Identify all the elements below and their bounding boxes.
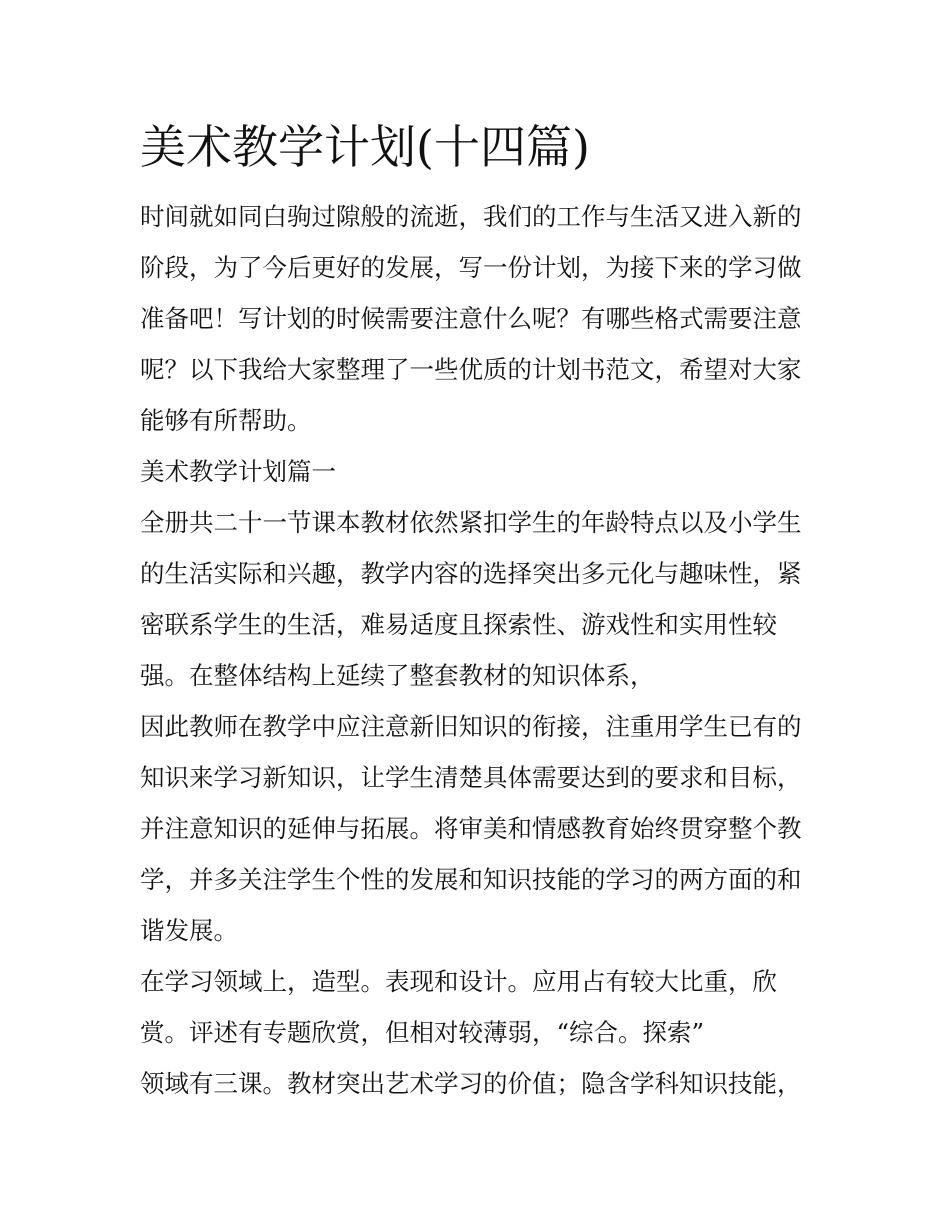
text-line: 的生活实际和兴趣，教学内容的选择突出多元化与趣味性，紧: [140, 559, 802, 588]
text-line: 强。在整体结构上延续了整套教材的知识体系，: [140, 661, 655, 690]
text-line: 能够有所帮助。: [140, 406, 312, 435]
text-line: 赏。评述有专题欣赏，但相对较薄弱，“综合。探索”: [140, 1018, 705, 1047]
text-line: 因此教师在教学中应注意新旧知识的衔接，注重用学生已有的: [140, 712, 802, 741]
text-line: 呢？以下我给大家整理了一些优质的计划书范文，希望对大家: [140, 355, 802, 384]
text-line: 并注意知识的延伸与拓展。将审美和情感教育始终贯穿整个教: [140, 814, 802, 843]
text-line: 准备吧！写计划的时候需要注意什么呢？有哪些格式需要注意: [140, 304, 802, 333]
text-line: 时间就如同白驹过隙般的流逝，我们的工作与生活又进入新的: [140, 202, 802, 231]
section-heading: 美术教学计划篇一: [140, 457, 336, 486]
text-line: 在学习领域上，造型。表现和设计。应用占有较大比重，欣: [140, 967, 777, 996]
text-line: 密联系学生的生活，难易适度且探索性、游戏性和实用性较: [140, 610, 777, 639]
text-line: 知识来学习新知识，让学生清楚具体需要达到的要求和目标，: [140, 763, 802, 792]
text-line: 谐发展。: [140, 916, 238, 945]
text-line: 领域有三课。教材突出艺术学习的价值；隐含学科知识技能，: [140, 1069, 802, 1098]
text-line: 全册共二十一节课本教材依然紧扣学生的年龄特点以及小学生: [140, 508, 802, 537]
text-line: 学，并多关注学生个性的发展和知识技能的学习的两方面的和: [140, 865, 802, 894]
document-title: 美术教学计划(十四篇): [140, 120, 590, 174]
text-line: 阶段，为了今后更好的发展，写一份计划，为接下来的学习做: [140, 253, 802, 282]
